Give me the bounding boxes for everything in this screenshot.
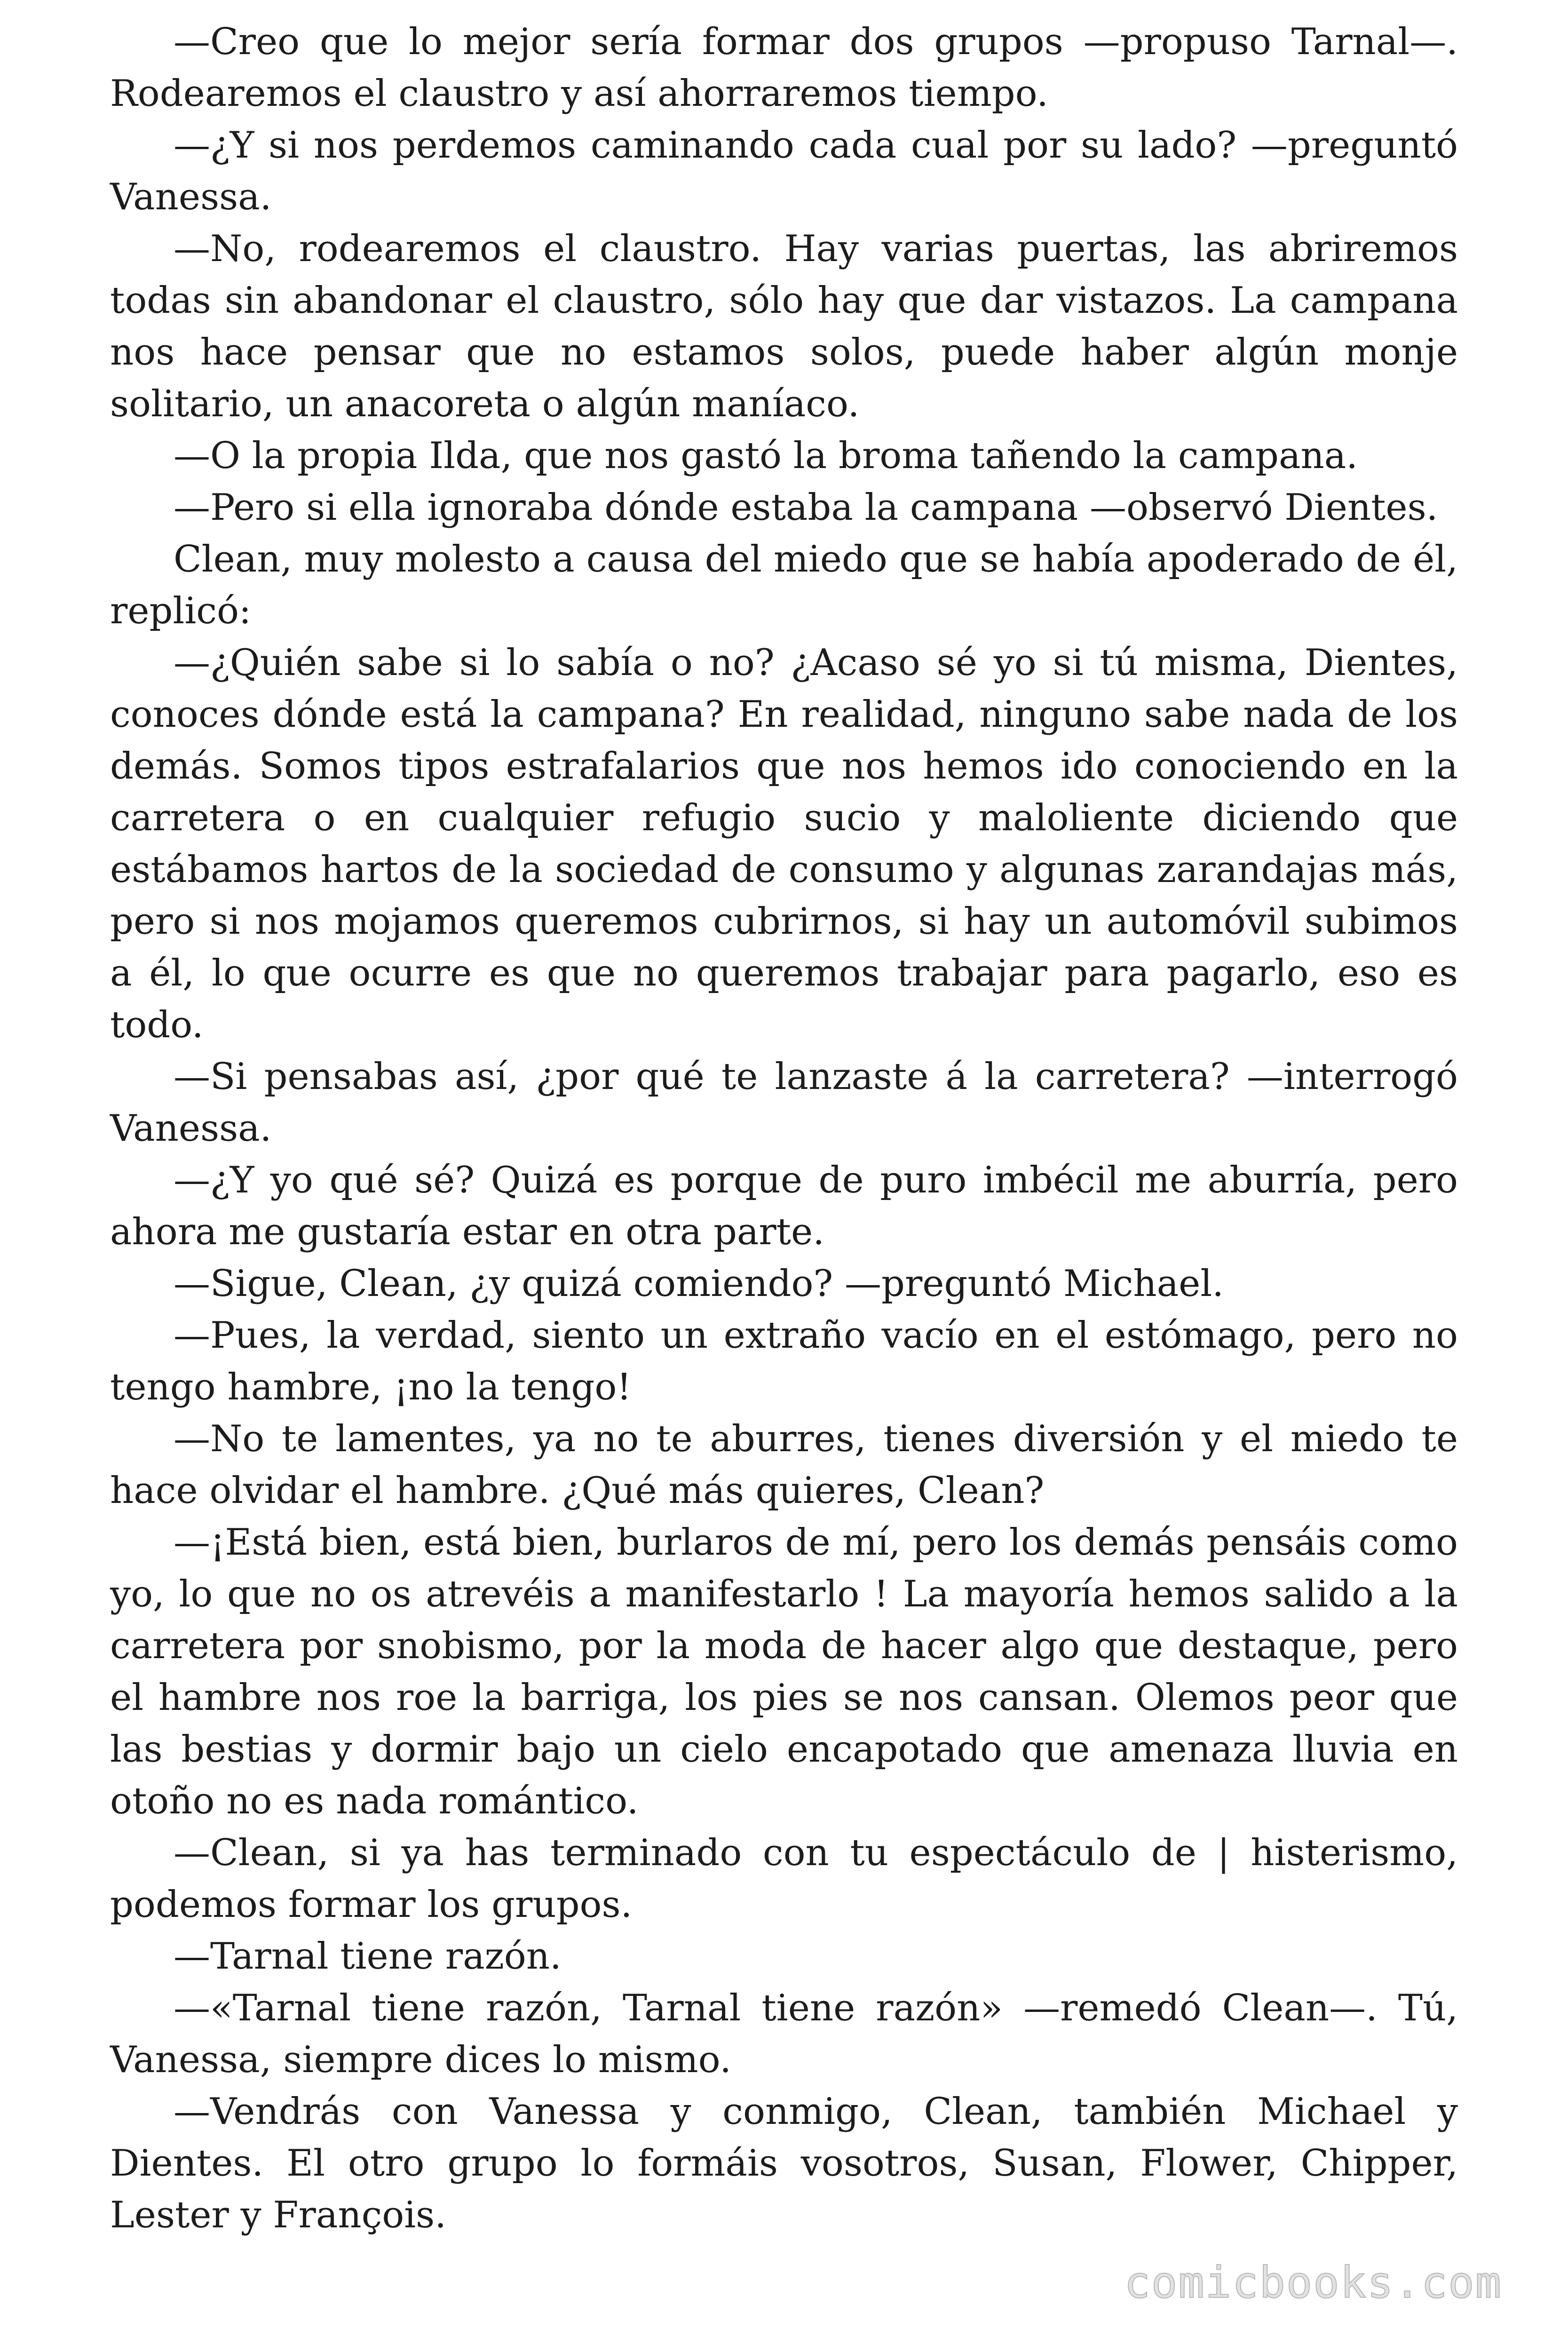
paragraph: —Si pensabas así, ¿por qué te lanzaste á la carretera? —interrogó Vanessa. [110,1056,1458,1150]
paragraph: —¿Quién sabe si lo sabía o no? ¿Acaso sé yo si tú misma, Dientes, conoces dónde está la campana? En realidad, ninguno sabe nada de los demás. Somos tipos estrafalarios que nos hemos ido conociendo en la carretera o en cualquier refugio sucio y maloliente diciendo que estábamos hartos de la sociedad de consumo y algunas zarandajas más, pero si nos mojamos queremos cubrirnos, si hay un automóvil subimos a él, lo que ocurre es que no queremos trabajar para pagarlo, eso es todo. [110,642,1458,1046]
paragraph: —No te lamentes, ya no te aburres, tienes diversión y el miedo te hace olvidar el hambre. ¿Qué más quieres, Clean? [110,1418,1458,1512]
paragraph: —¡Está bien, está bien, burlaros de mí, pero los demás pensáis como yo, lo que no os atrevéis a manifestarlo ! La mayoría hemos salido a la carretera por snobismo, por la moda de hacer algo que destaque, pero el hambre nos roe la barriga, los pies se nos cansan. Olemos peor que las bestias y dormir bajo un cielo encapotado que amenaza lluvia en otoño no es nada romántico. [110,1521,1458,1822]
paragraph: —Tarnal tiene razón. [174,1935,562,1978]
paragraph: —¿Y yo qué sé? Quizá es porque de puro imbécil me aburría, pero ahora me gustaría estar en otra parte. [110,1159,1458,1253]
paragraph: —Clean, si ya has terminado con tu espectáculo de | histerismo, podemos formar los grupos. [110,1832,1458,1926]
paragraph: —No, rodearemos el claustro. Hay varias puertas, las abriremos todas sin abandonar el claustro, sólo hay que dar vistazos. La campana nos hace pensar que no estamos solos, puede haber algún monje solitario, un anacoreta o algún maníaco. [110,228,1458,425]
paragraph: —Pues, la verdad, siento un extraño vacío en el estómago, pero no tengo hambre, ¡no la tengo! [110,1314,1458,1408]
paragraph: Clean, muy molesto a causa del miedo que se había apoderado de él, replicó: [110,538,1458,632]
watermark: comicbooks.com [1124,2257,1502,2308]
paragraph: —¿Y si nos perdemos caminando cada cual por su lado? —preguntó Vanessa. [110,124,1458,218]
page-text [110,16,1458,2241]
paragraph: —O la propia Ilda, que nos gastó la broma tañendo la campana. [174,435,1358,477]
paragraph: —Vendrás con Vanessa y conmigo, Clean, también Michael y Dientes. El otro grupo lo formáis vosotros, Susan, Flower, Chipper, Lester y François. [110,2090,1458,2236]
paragraph: —Creo que lo mejor sería formar dos grupos —propuso Tarnal—. Rodearemos el claustro y así ahorraremos tiempo. [110,21,1458,115]
paragraph: —Pero si ella ignoraba dónde estaba la campana —observó Dientes. [174,486,1438,529]
paragraph: —«Tarnal tiene razón, Tarnal tiene razón» —remedó Clean—. Tú, Vanessa, siempre dices lo mismo. [110,1987,1458,2081]
paragraph: —Sigue, Clean, ¿y quizá comiendo? —preguntó Michael. [174,1263,1224,1305]
